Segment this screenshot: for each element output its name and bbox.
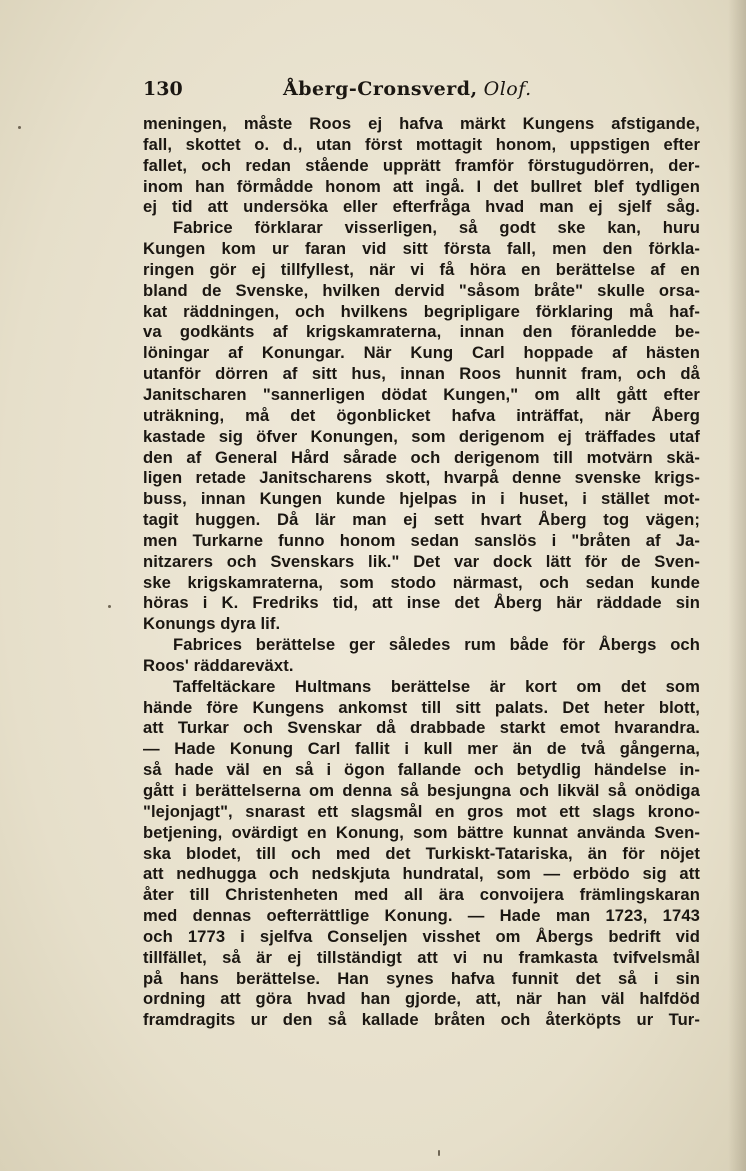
text-line: och 1773 i sjelfva Conseljen visshet om Åbergs bedrift vid [143,926,700,946]
text-line: så hade väl en så i ögon fallande och betydlig händelse in- [143,760,700,780]
text-line: att nedhugga och nedskjuta hundratal, som — erbödo sig att [143,864,700,884]
page-header [143,76,703,106]
text-line: tillfället, så är ej tillständigt att vi nu framkasta tvifvelsmål [143,947,700,967]
text-line: men Turkarne funno honom sedan sanslös i "bråten af Ja- [143,530,700,550]
text-line: tagit huggen. Då lär man ej sett hvart Åberg tog vägen; [143,510,700,530]
text-line: Janitscharen "sannerligen dödat Kungen," om allt gått efter [143,384,700,404]
text-line: betjening, ovärdigt en Konung, som bättre kunnat använda Sven- [143,822,700,842]
text-line: inom han förmådde honom att ingå. I det bullret blef tydligen [143,176,700,196]
text-line: kat räddningen, och hvilkens begripligare förklaring må haf- [143,301,700,321]
text-line: Roos' räddareväxt. [143,655,294,675]
text-line: utanför dörren af sitt hus, innan Roos hunnit fram, och då [143,364,700,384]
text-line: höras i K. Fredriks tid, att inse det Åberg här räddade sin [143,593,700,613]
text-line: kastade sig öfver Konungen, som derigenom ej träffades utaf [143,426,700,446]
body-text [143,114,700,1031]
text-line: löningar af Konungar. När Kung Carl hoppade af hästen [143,343,700,363]
text-line: Fabrices berättelse ger således rum både för Åbergs och [173,635,700,655]
text-line: fallet, och redan stående upprätt framför förstugudörren, der- [143,155,700,175]
paper-speck [18,126,21,129]
page-number: 130 [143,78,183,100]
text-line: den af General Hård sårade och derigenom till motvärn skä- [143,447,700,467]
running-name: Olof. [483,78,532,100]
page-edge-shadow [728,0,746,1171]
running-title-text: Åberg-Cronsverd, [283,78,478,100]
text-line: uträkning, må det ögonblicket hafva inträffat, när Åberg [143,405,700,425]
text-line: va godkänts af krigskamraterna, innan den föranledde be- [143,322,700,342]
text-line: ske krigskamraterna, som stodo närmast, och sedan kunde [143,572,700,592]
text-line: att Turkar och Svenskar då drabbade starkt emot hvarandra. [143,718,700,738]
text-line: Taffeltäckare Hultmans berättelse är kort om det som [173,676,700,696]
running-title [283,78,532,100]
text-line: buss, innan Kungen kunde hjelpas in i huset, i stället mot- [143,489,700,509]
text-line: ska blodet, till och med det Turkiskt-Tatariska, än för nöjet [143,843,700,863]
paper-speck [438,1150,440,1156]
text-line: ligen retade Janitscharens skott, hvarpå denne svenske krigs- [143,468,700,488]
text-line: framdragits ur den så kallade bråten och återköpts ur Tur- [143,1010,700,1030]
text-line: ordning att göra hvad han gjorde, att, när han väl halfdöd [143,989,700,1009]
text-line: ej tid att undersöka eller efterfråga hvad man ej sjelf såg. [143,197,700,217]
text-line: Fabrice förklarar visserligen, så godt ske kan, huru [173,218,700,238]
text-line: på hans berättelse. Han synes hafva funnit det så i sin [143,968,700,988]
text-line: ringen gör ej tillfyllest, när vi få höra en berättelse af en [143,259,700,279]
text-line: meningen, måste Roos ej hafva märkt Kungens afstigande, [143,114,700,133]
text-line: åter till Christenheten med all ära convoijera främlingskaran [143,885,700,905]
text-line: gått i berättelserna om denna så besjungna och likväl så onödiga [143,781,700,800]
text-line: — Hade Konung Carl fallit i kull mer än de två gångerna, [143,739,700,759]
text-line: nitzarers och Svenskars lik." Det var dock lätt för de Sven- [143,551,700,571]
paper-speck [108,605,111,608]
text-line: Konungs dyra lif. [143,614,281,634]
text-line: bland de Svenske, hvilken dervid "såsom bråte" skulle orsa- [143,280,700,300]
text-line: Kungen kom ur faran vid sitt första fall, men den förkla- [143,239,700,259]
text-line: hände före Kungens ankomst till sitt palats. Det heter blott, [143,697,700,717]
text-line: "lejonjagt", snarast ett slagsmål en gros mot ett slags krono- [143,801,700,821]
text-line: fall, skottet o. d., utan först mottagit honom, uppstigen efter [143,134,700,154]
text-line: med dennas oefterrättlige Konung. — Hade man 1723, 1743 [143,906,700,926]
